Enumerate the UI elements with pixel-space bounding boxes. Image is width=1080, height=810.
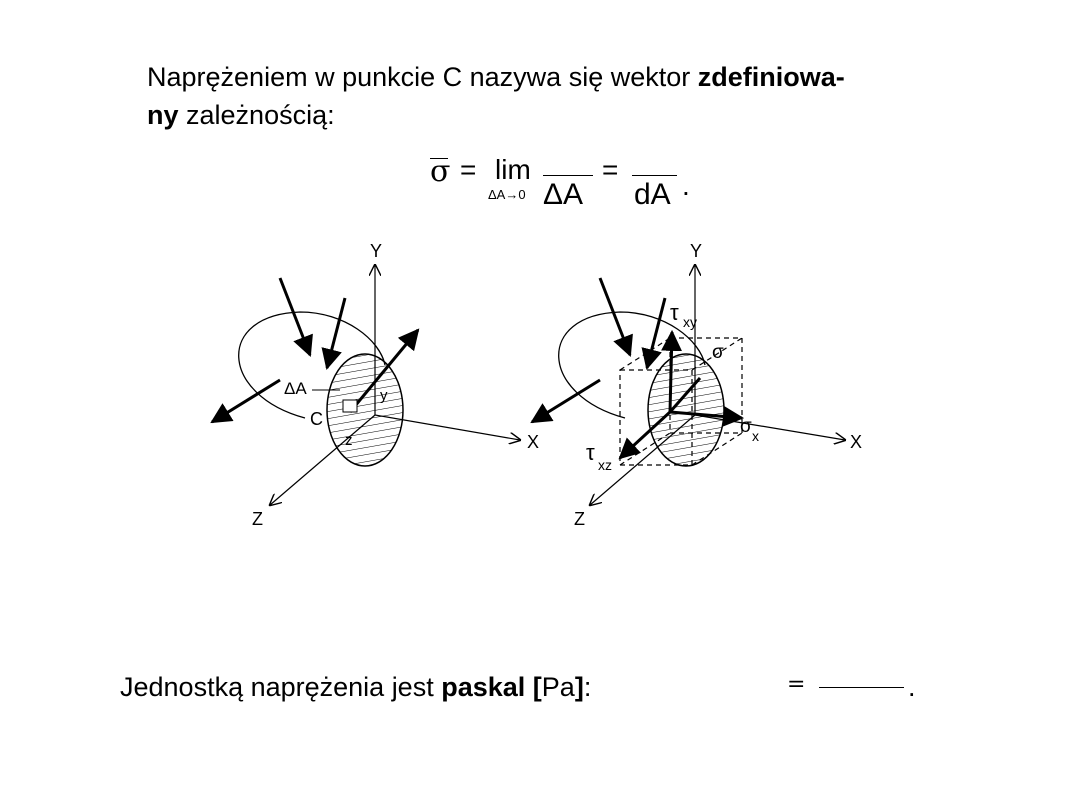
intro-text-1: Naprężeniem w punkcie C nazywa się wektor xyxy=(147,62,698,92)
left-y-label: Y xyxy=(370,241,383,261)
left-area-element xyxy=(343,400,357,412)
formula-fraction-bar-2 xyxy=(632,175,677,176)
left-force-arrow-1 xyxy=(280,278,310,355)
formula-period: . xyxy=(682,170,690,201)
left-z-label: Z xyxy=(252,509,263,529)
intro-paragraph xyxy=(147,58,987,134)
intro-bold-2: ny xyxy=(147,100,179,130)
left-force-arrow-3 xyxy=(212,380,280,422)
intro-text-2: zależnością: xyxy=(178,100,335,130)
left-x-label: X xyxy=(527,432,540,452)
right-section-plane xyxy=(648,354,724,466)
left-section-plane xyxy=(327,354,403,466)
formula-sigma: σ xyxy=(430,154,451,189)
right-force-arrow-3 xyxy=(532,380,600,422)
right-tau-xz-subscript: xz xyxy=(598,457,612,473)
right-tau-xy-symbol: τ xyxy=(670,300,679,325)
right-sigma-x-subscript: x xyxy=(752,428,759,444)
unit-colon: : xyxy=(583,672,592,702)
formula-lim: lim xyxy=(495,154,531,185)
unit-text: Jednostką naprężenia jest xyxy=(120,672,442,702)
right-y-label: Y xyxy=(690,241,703,261)
right-force-arrow-1 xyxy=(600,278,630,355)
right-sigma-top-symbol: σ xyxy=(712,342,724,363)
intro-bold-1: zdefiniowa- xyxy=(697,62,845,92)
formula-lim-subscript: ΔA→0 xyxy=(488,187,526,202)
formula-equals-1: = xyxy=(460,154,477,185)
right-sigma-x-symbol: σ xyxy=(740,416,752,437)
formula-fraction-bar-1 xyxy=(543,175,593,176)
right-tau-xy-arrow xyxy=(670,332,672,412)
formula-denominator-1: ΔA xyxy=(543,178,584,211)
formula-sigma-bar xyxy=(430,158,448,159)
unit-formula-equals: = xyxy=(787,672,806,697)
right-z-label: Z xyxy=(574,509,585,529)
unit-pa: Pa xyxy=(541,672,575,702)
left-y-small-label: y xyxy=(380,387,388,404)
formula-equals-2: = xyxy=(602,154,619,185)
left-z-small-label: z xyxy=(345,432,353,449)
stress-figures xyxy=(0,225,1080,545)
unit-bold-paskal: paskal [ xyxy=(441,672,542,702)
left-delta-a-label: ΔA xyxy=(284,379,307,398)
right-force-arrow-2 xyxy=(647,298,665,368)
left-force-arrow-2 xyxy=(327,298,345,368)
unit-formula-period: . xyxy=(908,672,916,702)
formula-denominator-2: dA xyxy=(634,178,671,211)
stress-definition-formula xyxy=(420,150,720,220)
right-tau-xy-subscript: xy xyxy=(683,314,697,330)
unit-formula-fraction-bar xyxy=(819,687,904,688)
right-tau-xz-symbol: τ xyxy=(586,440,595,465)
left-figure xyxy=(212,241,539,529)
right-figure xyxy=(532,241,862,529)
right-x-label: X xyxy=(850,432,863,452)
unit-bold-close: ] xyxy=(574,672,584,702)
unit-sentence xyxy=(120,672,591,703)
left-c-label: C xyxy=(310,409,323,429)
unit-formula xyxy=(785,672,935,712)
